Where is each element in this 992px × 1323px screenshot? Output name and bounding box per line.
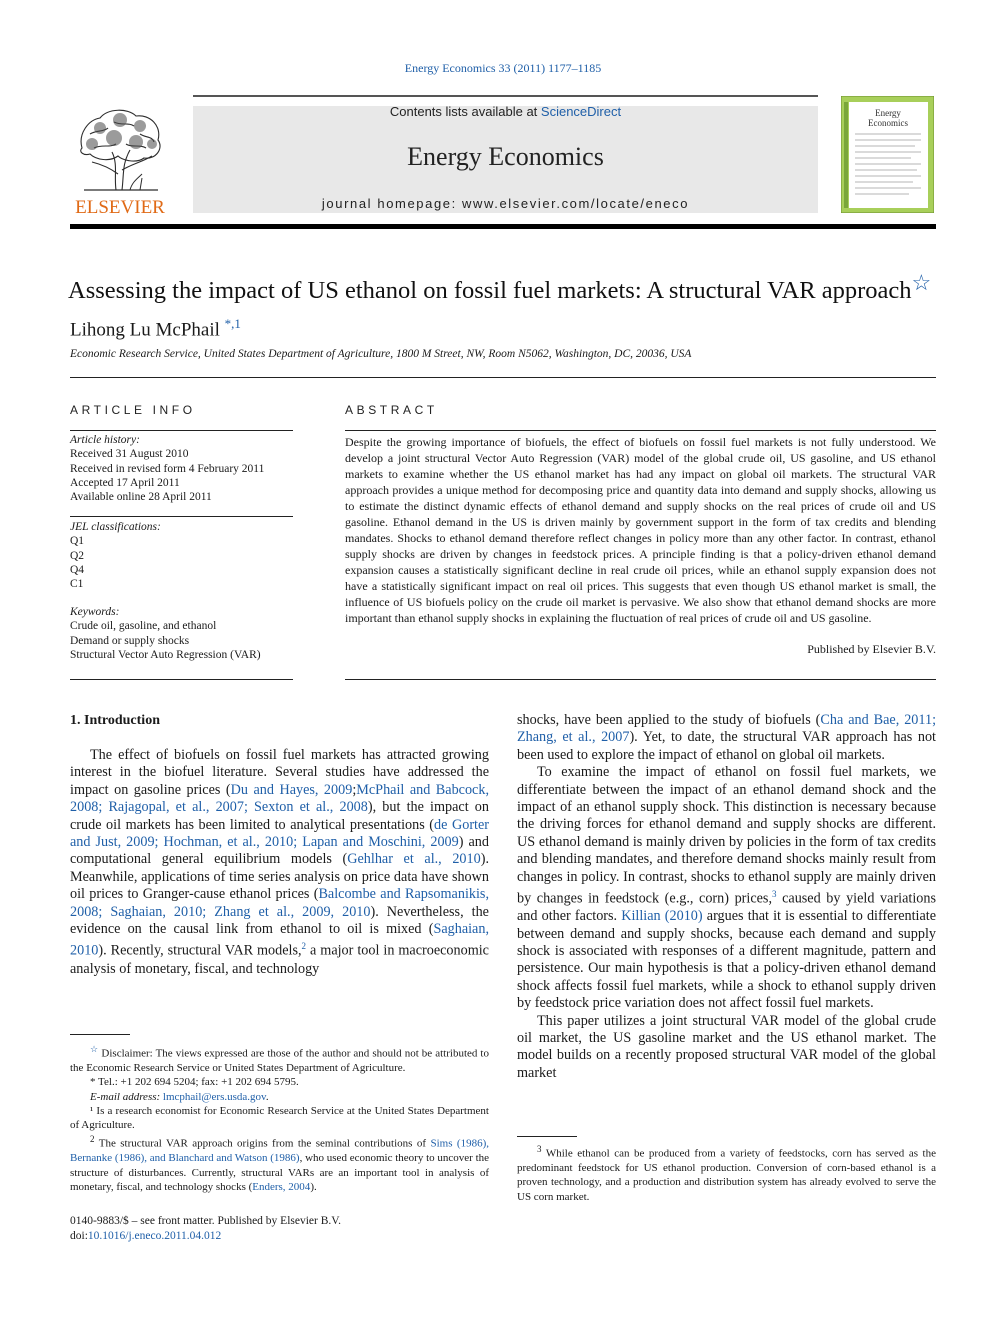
info-bottom-rule — [70, 679, 293, 680]
elsevier-tree-logo[interactable] — [70, 104, 170, 216]
body-column-right — [517, 712, 936, 1082]
footnote-3: $^3$ While ethanol can be produced from a variety of feedstocks, corn has served as the predominant feedstock for US ethanol production. Conversion of corn-based ethanol is a proven technology, and a production and distribution system has already evolved to serve the US corn market. — [517, 1144, 936, 1203]
jel-code: Q2 — [70, 549, 85, 562]
footnote-email: E-mail address: lmcphail@ers.usda.gov. — [90, 1090, 269, 1103]
footnote-disclaimer: ☆ Disclaimer: The views expressed are those of the author and should not be attributed to the Economic Research Service or United States Department of Agriculture. — [70, 1044, 489, 1074]
keyword: Structural Vector Auto Regression (VAR) — [70, 648, 261, 661]
author-affiliation: Economic Research Service, United States Department of Agriculture, 1800 M Street, NW, Room N5062, Washington, DC, 20036, USA — [70, 348, 692, 360]
keyword: Crude oil, gasoline, and ethanol — [70, 620, 217, 633]
article-info-rule — [70, 430, 293, 431]
author-name: Lihong Lu McPhail $^{*,1}$ — [70, 316, 241, 341]
article-info-label: ARTICLE INFO — [70, 403, 196, 417]
author-footnote-marks[interactable]: *,1 — [224, 316, 241, 331]
journal-cover-thumbnail[interactable] — [841, 96, 934, 213]
history-received: Received 31 August 2010 — [70, 448, 189, 461]
abstract-text: Despite the growing importance of biofuels, the effect of biofuels on fossil fuel markets is not fully understood. We develop a joint structural Vector Auto Regression (VAR) model of the global crude oil, US gasoline, and US ethanol markets to examine whether the US ethanol market has had any impact on global oil markets. The structural VAR approach provides a unique method for decomposing price and quantity data into demand and supply shocks, allowing us to estimate the distinct dynamic effects of ethanol demand and supply shocks on the real prices of crude oil and US gasoline. Ethanol demand in the US is driven mainly by government support in the form of tax credits and blending mandates. Shocks to ethanol demand therefore reflect changes in policy more than any other factor. In contrast, ethanol supply shocks are driven by changes in feedstock prices. A principle finding is that a policy-driven ethanol demand expansion causes a statistically significant decline in real crude oil prices, while an ethanol supply expansion does not have a statistically significant impact on real oil prices. This suggests that even though US ethanol market is small, the influence of US biofuels policy on the crude oil market is pervasive. We also show that ethanol demand shocks are more important than ethanol supply shocks in explaining the fluctuation of real prices of crude oil and US gasoline. — [345, 435, 936, 625]
history-divider — [70, 516, 293, 517]
section-heading-introduction: 1. Introduction — [70, 713, 160, 728]
jel-heading: JEL classifications: — [70, 521, 161, 533]
jel-code: Q1 — [70, 535, 85, 548]
article-history-heading: Article history: — [70, 434, 140, 446]
keywords — [70, 605, 293, 662]
journal-citation[interactable]: Energy Economics 33 (2011) 1177–1185 — [404, 61, 602, 75]
jel-code: Q4 — [70, 563, 85, 576]
contents-available-line: Contents lists available at ScienceDirect — [389, 104, 622, 119]
header-top-rule — [193, 95, 818, 97]
journal-title: Energy Economics — [407, 142, 604, 171]
history-revised: Received in revised form 4 February 2011 — [70, 462, 265, 475]
doi-link[interactable]: 10.1016/j.eneco.2011.04.012 — [87, 1229, 222, 1242]
history-online: Available online 28 April 2011 — [70, 491, 212, 504]
cover-title-line2: Economics — [868, 118, 908, 128]
intro-paragraph: The effect of biofuels on fossil fuel markets has attracted growing interest in the biofuel literature. Several studies have addressed the impact on gasoline prices (Du and Hayes, 2009;McPhail and Babcock, 2008; Rajagopal, et al., 2007; Sexton et al., 2008), but the impact on crude oil markets has been limited to analytical presentations (de Gorter and Just, 2009; Hochman, et al., 2010; Lapan and Moschini, 2009) and computational general equilibrium models (Gehlhar et al., 2010). Meanwhile, applications of time series analysis on price data have shown oil prices to Granger-cause ethanol prices (Balcombe and Rapsomanikis, 2008; Saghaian, 2010; Zhang et al., 2009, 2010). Nevertheless, the evidence on the causal link from ethanol to oil is mixed (Saghaian, 2010). Recently, structural VAR models,$^2$ a major tool in macroeconomic analysis of monetary, fiscal, and technology — [70, 747, 490, 977]
published-by: Published by Elsevier B.V. — [807, 642, 936, 656]
title-footnote-mark[interactable]: ☆ — [911, 270, 932, 295]
jel-classifications — [70, 520, 293, 591]
abstract-bottom-rule — [345, 679, 936, 680]
footnote-2: $^2$ The structural VAR approach origins from the seminal contributions of Sims (1986), Bernanke (1986), and Blanchard and Watson (1986), who used economic theory to uncover the structure of disturbances. Currently, structural VARs are an important tool in analysis of monetary, fiscal, and technology shocks (Enders, 2004). — [70, 1134, 490, 1193]
sciencedirect-link[interactable]: ScienceDirect — [540, 104, 622, 119]
issn-line: 0140-9883/$ – see front matter. Published by Elsevier B.V. — [70, 1215, 341, 1227]
keywords-heading: Keywords: — [70, 606, 120, 618]
affiliation-divider — [70, 377, 936, 378]
footnote-separator-left — [70, 1034, 130, 1035]
cover-title-line1: Energy — [875, 108, 901, 118]
abstract-label: ABSTRACT — [345, 403, 438, 417]
keyword: Demand or supply shocks — [70, 634, 190, 647]
intro-paragraph-continued: shocks, have been applied to the study of biofuels (Cha and Bae, 2011; Zhang, et al., 2007). Yet, to date, the structural VAR approach has not been used to explore the impact of ethanol on global oil markets. — [517, 712, 937, 763]
footnotes-right — [517, 1142, 936, 1204]
article-history — [70, 433, 293, 504]
footnote-1: ¹ Is a research economist for Economic Research Service at the United States Department of Agriculture. — [70, 1104, 489, 1132]
front-matter-notice — [70, 1214, 341, 1243]
intro-paragraph: This paper utilizes a joint structural VAR model of the global crude oil market, the US gasoline market and the US ethanol market. The model builds on a recently proposed structural VAR model of the global market — [517, 1012, 936, 1081]
footnote-separator-right — [517, 1136, 577, 1137]
footnote-telephone: * Tel.: +1 202 694 5204; fax: +1 202 694 5795. — [90, 1076, 299, 1089]
history-accepted: Accepted 17 April 2011 — [70, 476, 180, 489]
header-thick-rule — [70, 224, 936, 229]
body-column-left — [70, 747, 489, 978]
footnotes-left — [70, 1042, 489, 1194]
doi-line: doi:10.1016/j.eneco.2011.04.012 — [70, 1229, 222, 1242]
jel-code: C1 — [70, 578, 84, 591]
intro-paragraph: To examine the impact of ethanol on fossil fuel markets, we differentiate between the impact of an ethanol demand shock and the impact of an ethanol supply shock. This distinction is necessary because the driving forces for ethanol demand and supply shocks are different. US ethanol demand is mainly driven by policies in the form of tax credits and blending mandates, and therefore demand shocks mainly result from changes in policy. In contrast, shocks to ethanol supply are mainly driven by changes in feedstock (e.g., corn) prices,$^3$ caused by yield variations and other factors. Killian (2010) argues that it is essential to differentiate between demand and supply shocks, because each demand and supply shock is associated with responses of a different magnitude, pattern and persistence. Our main hypothesis is that a policy-driven ethanol demand shock affects fossil fuel markets, while a shock to ethanol supply driven by feedstock price variation does not affect fossil fuel markets. — [517, 764, 937, 1012]
article-title: Assessing the impact of US ethanol on fossil fuel markets: A structural VAR approach☆ — [68, 270, 932, 304]
journal-homepage[interactable]: journal homepage: www.elsevier.com/locate/eneco — [321, 196, 690, 211]
abstract-rule — [345, 430, 936, 431]
elsevier-wordmark: ELSEVIER — [75, 197, 165, 216]
